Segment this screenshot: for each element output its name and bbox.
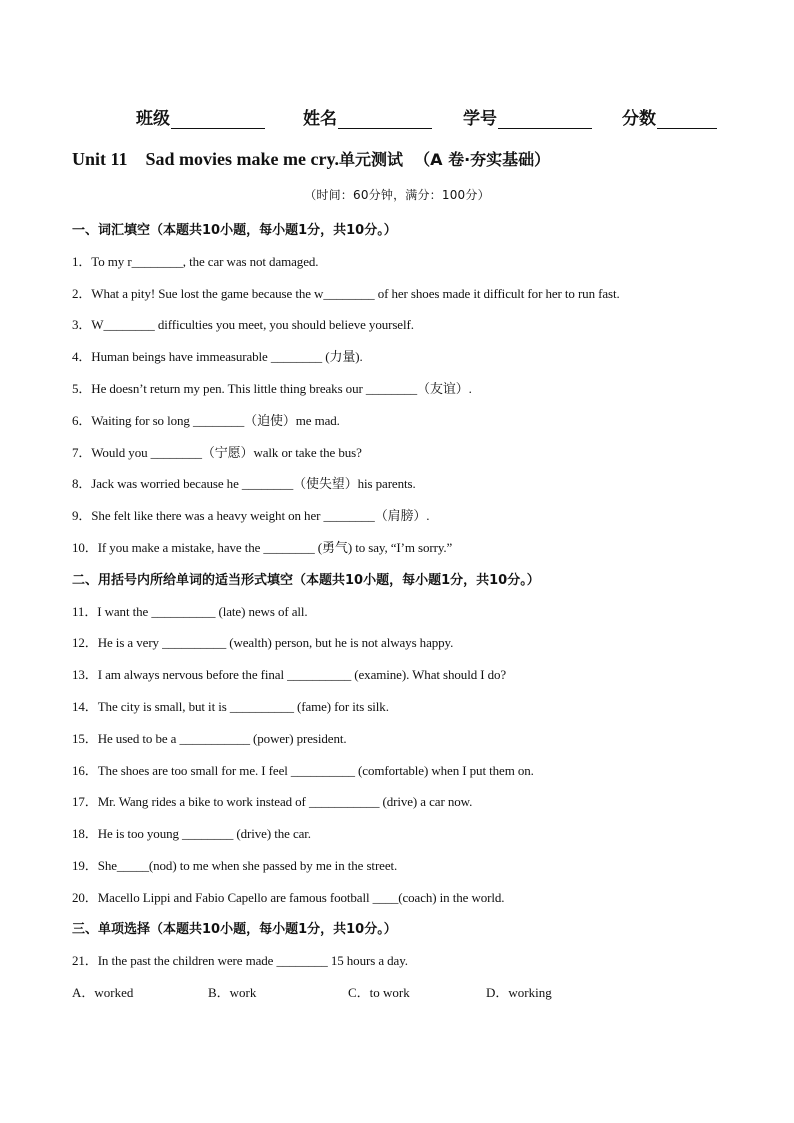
class-field (136, 104, 265, 129)
name-field (303, 104, 432, 129)
class-label: 班级 (136, 109, 170, 129)
student-id-blank[interactable] (498, 110, 592, 129)
name-label: 姓名 (303, 109, 337, 129)
exam-time-info: （时间：60分钟，满分：100分） (304, 188, 490, 202)
question-6: 6．Waiting for so long ________（迫使）me mad. (72, 413, 340, 428)
page-title (72, 147, 772, 170)
title-chinese: 单元测试 （A 卷·夯实基础） (339, 150, 551, 169)
section-heading-vocabulary: 一、词汇填空（本题共10小题，每小题1分，共10分。） (72, 223, 397, 238)
option-a[interactable]: A．worked (72, 985, 134, 1000)
student-id-label: 学号 (463, 109, 497, 129)
section-heading-multiple-choice: 三、单项选择（本题共10小题，每小题1分，共10分。） (72, 922, 397, 937)
class-blank[interactable] (171, 110, 265, 129)
question-3: 3．W________ difficulties you meet, you should believe yourself. (72, 317, 414, 332)
question-10: 10．If you make a mistake, have the ________ (勇气) to say, “I’m sorry.” (72, 540, 453, 555)
question-16: 16．The shoes are too small for me. I feel __________ (comfortable) when I put them on. (72, 763, 534, 778)
question-17: 17．Mr. Wang rides a bike to work instead of ___________ (drive) a car now. (72, 794, 473, 809)
name-blank[interactable] (338, 110, 432, 129)
score-label: 分数 (622, 109, 656, 129)
question-9: 9．She felt like there was a heavy weight on her ________（肩膀）. (72, 508, 430, 523)
score-blank[interactable] (657, 110, 717, 129)
question-4: 4．Human beings have immeasurable ________ (力量). (72, 349, 363, 364)
question-11: 11．I want the __________ (late) news of all. (72, 604, 308, 619)
question-18: 18．He is too young ________ (drive) the car. (72, 826, 311, 841)
question-20: 20．Macello Lippi and Fabio Capello are famous football ____(coach) in the world. (72, 890, 505, 905)
student-id-field (463, 104, 592, 129)
question-12: 12．He is a very __________ (wealth) person, but he is not always happy. (72, 635, 454, 650)
title-english: Unit 11 Sad movies make me cry. (72, 149, 339, 169)
question-1: 1．To my r________, the car was not damaged. (72, 254, 319, 269)
question-7: 7．Would you ________（宁愿）walk or take the bus? (72, 445, 362, 460)
question-15: 15．He used to be a ___________ (power) president. (72, 731, 347, 746)
question-5: 5．He doesn’t return my pen. This little thing breaks our ________（友谊）. (72, 381, 472, 396)
option-d[interactable]: D．working (486, 985, 552, 1000)
section-heading-word-forms: 二、用括号内所给单词的适当形式填空（本题共10小题，每小题1分，共10分。） (72, 573, 540, 588)
question-21: 21．In the past the children were made ________ 15 hours a day. (72, 953, 408, 968)
option-b[interactable]: B．work (208, 985, 257, 1000)
question-19: 19．She_____(nod) to me when she passed by me in the street. (72, 858, 398, 873)
question-13: 13．I am always nervous before the final __________ (examine). What should I do? (72, 667, 507, 682)
question-14: 14．The city is small, but it is __________ (fame) for its silk. (72, 699, 389, 714)
student-info-row (0, 104, 794, 130)
question-2: 2．What a pity! Sue lost the game because the w________ of her shoes made it difficult for her to run fast. (72, 286, 620, 301)
score-field (622, 104, 717, 129)
question-8: 8．Jack was worried because he ________（使失望）his parents. (72, 476, 416, 491)
option-c[interactable]: C．to work (348, 985, 410, 1000)
